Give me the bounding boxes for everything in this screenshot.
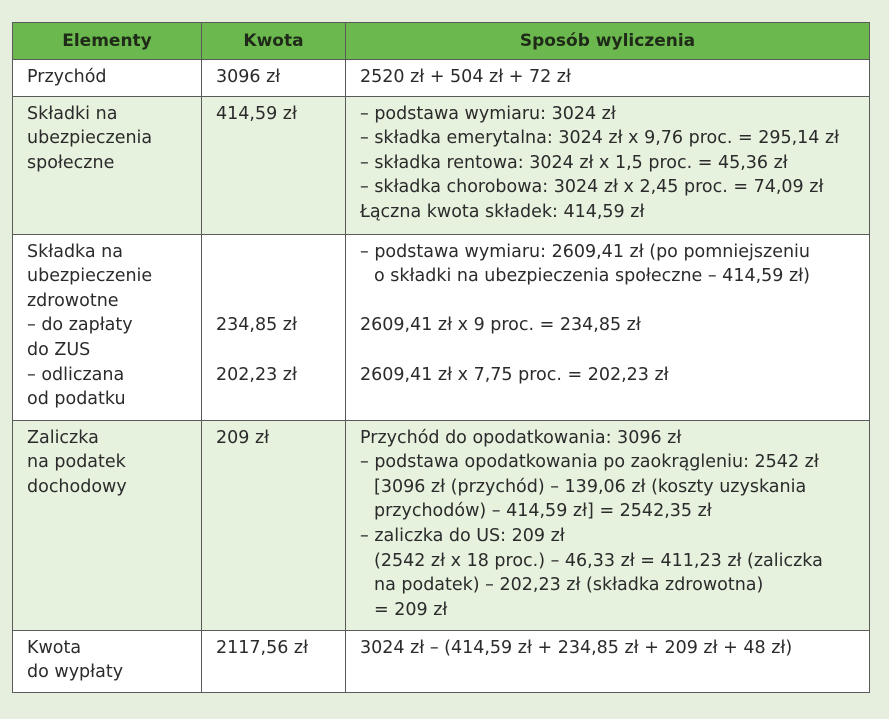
table-row-skladka-zdrowotna (13, 234, 870, 420)
calc-line: 3024 zł – (414,59 zł + 234,85 zł + 209 zł + 48 zł) (360, 637, 793, 658)
element-text: dochodowy (27, 476, 127, 497)
calc-line: Przychód do opodatkowania: 3096 zł (360, 427, 682, 448)
element-text: Składki na (27, 103, 118, 124)
salary-calculation-table-wrapper (12, 22, 869, 693)
element-text: Zaliczka (27, 427, 99, 448)
calc-line: [3096 zł (przychód) – 139,06 zł (koszty uzyskania (374, 476, 807, 497)
cell-element (13, 60, 202, 97)
table-row-skladki-spoleczne (13, 96, 870, 234)
cell-element (13, 234, 202, 420)
element-text: od podatku (27, 389, 126, 410)
element-text: – odliczana (27, 364, 125, 385)
cell-element (13, 96, 202, 234)
calc-line: – podstawa opodatkowania po zaokrągleniu: 2542 zł (360, 452, 819, 473)
element-text: Składka na (27, 241, 123, 262)
amount-text: 2117,56 zł (216, 637, 309, 658)
amount-text: 3096 zł (216, 67, 281, 87)
calc-line: (2542 zł x 18 proc.) – 46,33 zł = 411,23 zł (zaliczka (374, 550, 823, 571)
calc-line: – składka chorobowa: 3024 zł x 2,45 proc. = 74,09 zł (360, 177, 824, 198)
cell-amount (202, 420, 346, 630)
cell-amount (202, 630, 346, 692)
cell-amount (202, 234, 346, 420)
element-text: ubezpieczenie (27, 266, 153, 287)
table-row-zaliczka-podatek (13, 420, 870, 630)
calc-line: – podstawa wymiaru: 2609,41 zł (po pomniejszeniu (360, 241, 811, 262)
element-text: na podatek (27, 452, 126, 473)
table-row-kwota-do-wyplaty (13, 630, 870, 692)
calc-line: 2520 zł + 504 zł + 72 zł (360, 67, 571, 87)
element-text: ubezpieczenia (27, 128, 153, 149)
calc-line: – podstawa wymiaru: 3024 zł (360, 103, 616, 124)
calc-line: o składki na ubezpieczenia społeczne – 414,59 zł) (374, 266, 810, 287)
element-text: zdrowotne (27, 290, 119, 311)
header-sposob-wyliczenia: Sposób wyliczenia (346, 23, 870, 60)
cell-amount (202, 96, 346, 234)
calc-line: – składka rentowa: 3024 zł x 1,5 proc. = 45,36 zł (360, 152, 788, 173)
calc-line: = 209 zł (374, 599, 448, 620)
calc-line: Łączna kwota składek: 414,59 zł (360, 201, 645, 222)
calc-line: 2609,41 zł x 9 proc. = 234,85 zł (360, 315, 641, 336)
amount-text: 202,23 zł (216, 364, 297, 385)
cell-amount (202, 60, 346, 97)
header-elementy: Elementy (13, 23, 202, 60)
cell-element (13, 420, 202, 630)
salary-calculation-table (12, 22, 870, 693)
element-text: społeczne (27, 152, 115, 173)
cell-calculation (346, 60, 870, 97)
calc-line: na podatek) – 202,23 zł (składka zdrowotna) (374, 575, 764, 596)
cell-element (13, 630, 202, 692)
calc-line: 2609,41 zł x 7,75 proc. = 202,23 zł (360, 364, 669, 385)
cell-calculation (346, 96, 870, 234)
cell-calculation (346, 630, 870, 692)
calc-line: przychodów) – 414,59 zł] = 2542,35 zł (374, 501, 712, 522)
amount-text: 209 zł (216, 427, 270, 448)
calc-line: – składka emerytalna: 3024 zł x 9,76 proc. = 295,14 zł (360, 128, 840, 149)
cell-calculation (346, 420, 870, 630)
element-text: do ZUS (27, 339, 91, 360)
header-kwota: Kwota (202, 23, 346, 60)
table-row-przychod (13, 60, 870, 97)
amount-text: 234,85 zł (216, 315, 297, 336)
amount-text: 414,59 zł (216, 103, 297, 124)
element-text: – do zapłaty (27, 315, 133, 336)
table-header-row (13, 23, 870, 60)
element-text: Przychód (27, 67, 107, 87)
cell-calculation (346, 234, 870, 420)
element-text: Kwota (27, 637, 82, 658)
calc-line: – zaliczka do US: 209 zł (360, 525, 565, 546)
element-text: do wypłaty (27, 662, 124, 683)
